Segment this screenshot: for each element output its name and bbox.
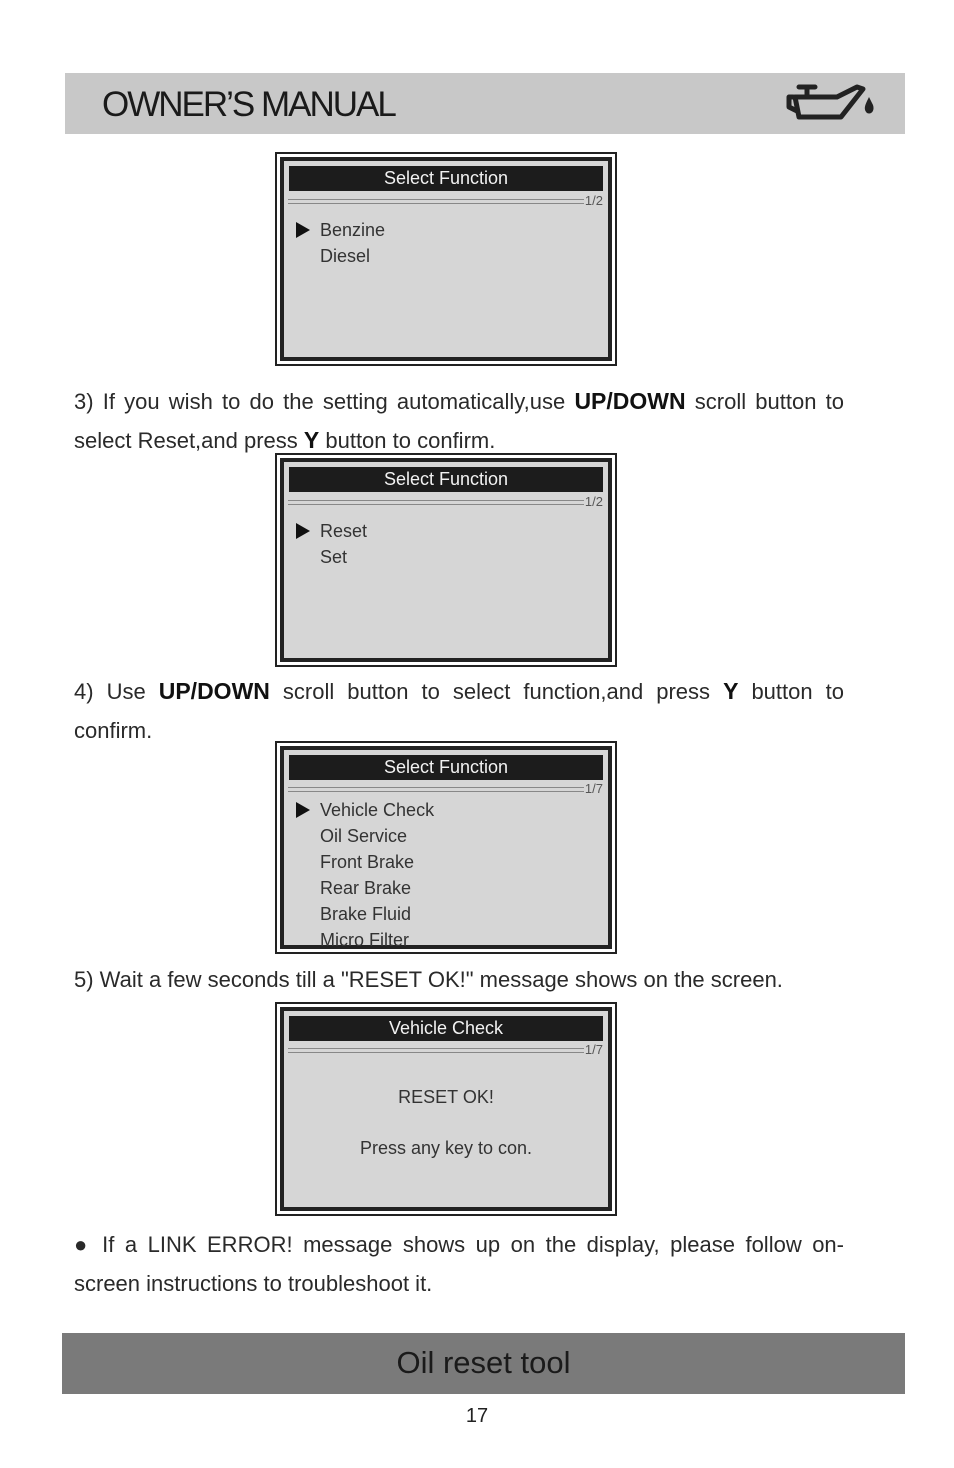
selection-arrow-icon bbox=[296, 523, 310, 539]
page-indicator: 1/7 bbox=[584, 1042, 603, 1057]
key-label-updown: UP/DOWN bbox=[158, 678, 270, 704]
page-header-title: OWNER’S MANUAL bbox=[102, 85, 395, 124]
menu-item-label: Vehicle Check bbox=[320, 800, 435, 820]
header-bar bbox=[65, 73, 905, 134]
menu-item-label: Front Brake bbox=[320, 852, 415, 872]
press-key-message: Press any key to con. bbox=[359, 1138, 533, 1158]
menu-item[interactable] bbox=[294, 243, 603, 269]
menu-item[interactable] bbox=[294, 849, 603, 875]
step-5-text: 5) Wait a few seconds till a "RESET OK!" message shows on the screen. bbox=[74, 967, 783, 992]
reset-ok-message: RESET OK! bbox=[398, 1087, 494, 1107]
menu-item[interactable] bbox=[294, 797, 603, 823]
menu-item-label: Rear Brake bbox=[320, 878, 412, 898]
page-number: 17 bbox=[465, 1405, 489, 1427]
note-text: If a LINK ERROR! message shows up on the display, please follow on-screen instructions to troubleshoot it. bbox=[74, 1232, 844, 1296]
screen-title: Vehicle Check bbox=[289, 1016, 603, 1041]
screen-separator bbox=[288, 495, 603, 509]
page-indicator: 1/2 bbox=[584, 193, 603, 208]
selection-arrow-icon bbox=[296, 222, 310, 238]
menu-item[interactable] bbox=[294, 518, 603, 544]
menu-list bbox=[294, 217, 603, 269]
menu-item[interactable] bbox=[294, 544, 603, 570]
link-error-note bbox=[74, 1225, 844, 1303]
menu-item[interactable] bbox=[294, 901, 603, 927]
key-label-updown: UP/DOWN bbox=[574, 388, 686, 414]
key-label-y: Y bbox=[723, 678, 739, 704]
menu-list bbox=[294, 518, 603, 570]
page-indicator: 1/2 bbox=[584, 494, 603, 509]
menu-item[interactable] bbox=[294, 823, 603, 849]
device-screen-2 bbox=[275, 453, 617, 667]
page-indicator: 1/7 bbox=[584, 781, 603, 796]
menu-item[interactable] bbox=[294, 927, 603, 953]
screen-title: Select Function bbox=[289, 755, 603, 780]
menu-item-label: Benzine bbox=[320, 220, 386, 240]
menu-item-label: Oil Service bbox=[320, 826, 408, 846]
screen-separator bbox=[288, 1043, 603, 1057]
bullet-icon: ● bbox=[74, 1232, 92, 1257]
oil-can-icon bbox=[785, 79, 877, 129]
device-screen-3 bbox=[275, 741, 617, 954]
key-label-y: Y bbox=[303, 427, 320, 453]
screen-separator bbox=[288, 782, 603, 796]
menu-item-label: Micro Filter bbox=[320, 930, 409, 950]
menu-list bbox=[294, 797, 603, 953]
screen-title: Select Function bbox=[289, 166, 603, 191]
selection-arrow-icon bbox=[296, 802, 310, 818]
menu-item-label: Brake Fluid bbox=[320, 904, 412, 924]
screen-separator bbox=[288, 194, 603, 208]
menu-item[interactable] bbox=[294, 217, 603, 243]
menu-item[interactable] bbox=[294, 875, 603, 901]
step-4-text: 4) Use UP/DOWN scroll button to select function,and press Y button to confirm. bbox=[74, 678, 844, 743]
menu-item-label: Reset bbox=[320, 521, 368, 541]
menu-item-label: Diesel bbox=[320, 246, 371, 266]
device-screen-1 bbox=[275, 152, 617, 366]
device-screen-4 bbox=[275, 1002, 617, 1216]
footer-title: Oil reset tool bbox=[396, 1345, 571, 1380]
screen-title: Select Function bbox=[289, 467, 603, 492]
footer-bar bbox=[62, 1333, 905, 1394]
step-3-text: 3) If you wish to do the setting automatically,use UP/DOWN scroll button to select Reset,and press Y button to confirm. bbox=[74, 388, 844, 453]
menu-item-label: Set bbox=[320, 547, 348, 567]
